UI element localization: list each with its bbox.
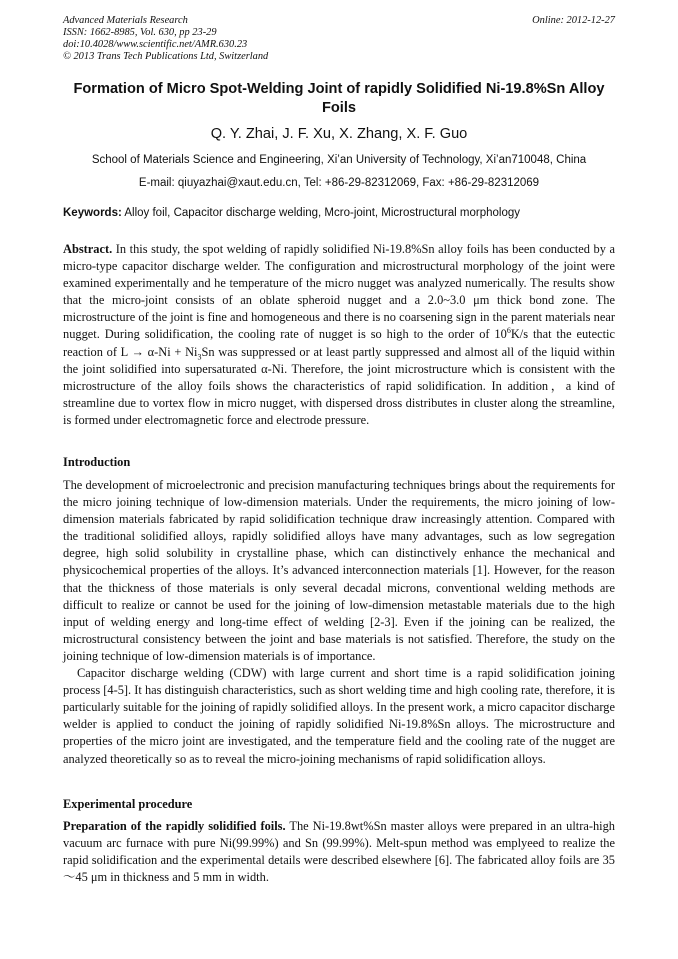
abstract bbox=[63, 241, 615, 429]
affiliation-block bbox=[60, 149, 618, 195]
keywords-text: Alloy foil, Capacitor discharge welding, Mcro-joint, Microstructural morphology bbox=[124, 207, 520, 219]
contact-info: E-mail: qiuyazhai@xaut.edu.cn, Tel: +86-29-82312069, Fax: +86-29-82312069 bbox=[138, 177, 540, 189]
affiliation: School of Materials Science and Engineering, Xi’an University of Technology, Xi’an710048, China bbox=[91, 154, 587, 166]
keywords-label: Keywords: bbox=[63, 207, 122, 219]
online-date: Online: 2012-12-27 bbox=[532, 15, 615, 26]
journal-header bbox=[63, 15, 615, 63]
abstract-exponent: 6 bbox=[506, 326, 511, 336]
abstract-text-1: In this study, the spot welding of rapidly solidified Ni-19.8%Sn alloy foils has been conducted by a micro-type capacitor discharge welder. The configuration and microstructural morphology of the joint were examined experimentally and he temperature of the micro nugget was analyzed numerically. The results show that the micro-joint consists of an oblate spheroid nugget and a 2.0~3.0 μm thick bond zone. The microstructure of the joint is fine and homogeneous and there is no coarsening sign in the parent materials near nugget. During solidification, the cooling rate of nugget is so high to the order of 10 bbox=[63, 242, 615, 342]
introduction-body bbox=[63, 477, 615, 768]
issn-line: ISSN: 1662-8985, Vol. 630, pp 23-29 bbox=[63, 27, 217, 38]
abstract-label: Abstract. bbox=[63, 242, 113, 256]
introduction-paragraph: The development of microelectronic and precision manufacturing techniques brings about the requirements for the micro joining technique of low-dimension materials. Under the requirements, the micro joining of low-dimension materials fabricated by rapid solidification technique draw increasingly attention. Compared with the traditional solidified alloys, rapidly solidified alloys have many advantages, such as low segregation degree, high solid solubility in crystalline phase, which can distinctively enhance the mechanical and physicochemical properties of the alloys. It’s advanced interconnection materials [1]. However, for the reason that the thickness of those materials is only several decadal microns, conventional welding methods are difficult to realize or cannot be used for the joining of low-dimension metastable materials due to the high input of welding energy and long-time effect of welding [2-3]. Even if the joining can be realized, the microstructural consistency between the joint and base materials is not satisfied. Therefore, the study on the joining technique of low-dimension materials is of importance. bbox=[63, 478, 615, 663]
paper-title: Formation of Micro Spot-Welding Joint of rapidly Solidified Ni-19.8%Sn Alloy Foils bbox=[73, 81, 605, 116]
experimental-body bbox=[63, 818, 615, 886]
experimental-subheading: Preparation of the rapidly solidified foils. bbox=[63, 819, 286, 833]
doi-line: doi:10.4028/www.scientific.net/AMR.630.23 bbox=[63, 39, 248, 50]
experimental-text: The Ni-19.8wt%Sn master alloys were prepared in an ultra-high vacuum arc furnace with pure Ni(99.99%) and Sn (99.99%). Melt-spun method was emplyeed to realize the rapid solidification and the experimental details were described elsewhere [6]. The fabricated alloy foils are 35～45 μm in thickness and 5 mm in width. bbox=[63, 819, 615, 885]
copyright-line: © 2013 Trans Tech Publications Ltd, Switzerland bbox=[63, 51, 269, 62]
journal-name: Advanced Materials Research bbox=[63, 15, 188, 26]
section-heading-experimental: Experimental procedure bbox=[63, 797, 193, 811]
paper-authors: Q. Y. Zhai, J. F. Xu, X. Zhang, X. F. Guo bbox=[210, 126, 468, 142]
abstract-text-2: K/s that the eutectic reaction of L → α-Ni + Ni bbox=[63, 327, 615, 359]
abstract-subscript: 3 bbox=[197, 352, 202, 362]
keywords bbox=[63, 206, 615, 220]
introduction-paragraph: Capacitor discharge welding (CDW) with large current and short time is a rapid solidification joining process [4-5]. It has distinguish characteristics, such as short welding time and high cooling rate, therefore, it is particularly suitable for the joining of rapidly solidified alloys. In the present work, a micro capacitor discharge welder is applied to conduct the joining of rapidly solidified Ni-19.8%Sn alloys. The microstructure and properties of the micro joint are investigated, and the temperature field and the cooling rate of the nugget are analyzed theoretically so as to reveal the micro-joining mechanisms of rapid solidification alloys. bbox=[63, 666, 615, 766]
abstract-text-3: Sn was suppressed or at least partly suppressed and almost all of the liquid within the joint solidified into supersaturated α-Ni. Therefore, the joint microstructure which is consistent with the microstructure of the alloy foils shows the characteristics of rapid solidification. In addition，a kind of streamline due to vortex flow in micro nugget, with dispersed dross distributes in cluster along the streamline, is formed under electromagnetic force and electrode pressure. bbox=[63, 344, 615, 427]
section-heading-introduction: Introduction bbox=[63, 455, 131, 469]
